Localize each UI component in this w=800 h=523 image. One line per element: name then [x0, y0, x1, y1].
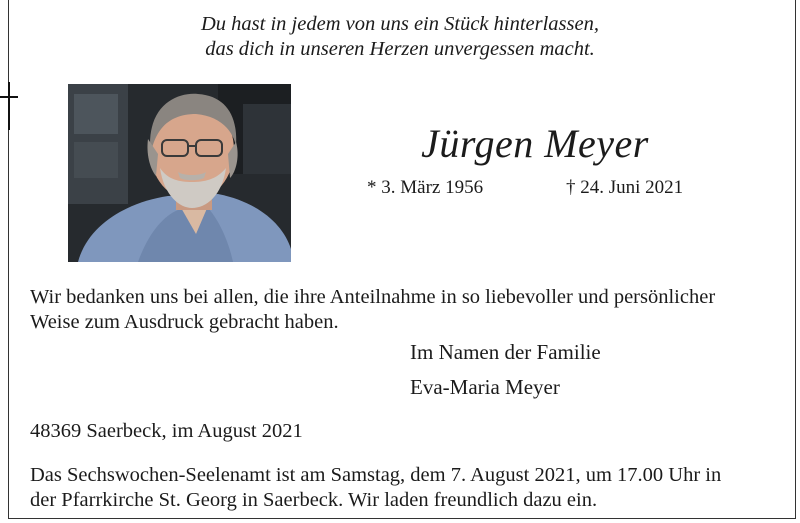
- motto-line-1: Du hast in jedem von uns ein Stück hinterlassen,: [201, 13, 599, 35]
- service-line-1: Das Sechswochen-Seelenamt ist am Samstag, dem 7. August 2021, um 17.00 Uhr in: [30, 464, 722, 486]
- birth-date: * 3. März 1956: [367, 177, 484, 198]
- signature-line-1: Im Namen der Familie: [410, 340, 601, 364]
- place-date: 48369 Saerbeck, im August 2021: [30, 420, 303, 442]
- death-date: † 24. Juni 2021: [566, 177, 684, 198]
- signature-name: Eva-Maria Meyer: [410, 375, 560, 399]
- service-line-2: der Pfarrkirche St. Georg in Saerbeck. Wir laden freundlich dazu ein.: [30, 489, 598, 511]
- deceased-name: Jürgen Meyer: [421, 121, 649, 166]
- thanks-line-2: Weise zum Ausdruck gebracht haben.: [30, 311, 339, 333]
- portrait-photo: [68, 84, 291, 262]
- motto-line-2: das dich in unseren Herzen unvergessen macht.: [205, 38, 595, 60]
- cross-icon: [0, 82, 18, 130]
- thanks-line-1: Wir bedanken uns bei allen, die ihre Anteilnahme in so liebevoller und persönlicher: [30, 286, 716, 308]
